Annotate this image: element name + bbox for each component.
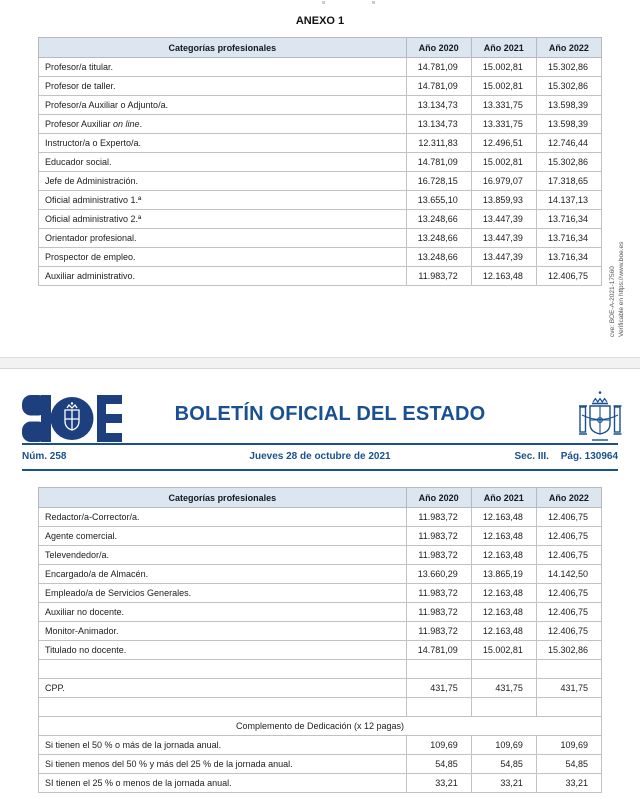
value-cell: 14.781,09 [406,153,471,172]
table-row [39,115,602,134]
value-cell: 13.716,34 [536,210,601,229]
value-cell: 12.496,51 [471,134,536,153]
category-cell: Televendedor/a. [39,546,407,565]
table-header-row [39,488,602,508]
category-cell: SI tienen el 25 % o menos de la jornada anual. [39,774,407,793]
value-cell: 14.781,09 [406,58,471,77]
value-cell: 12.406,75 [536,584,601,603]
category-cell: Auxiliar no docente. [39,603,407,622]
issue-date: Jueves 28 de octubre de 2021 [249,451,391,462]
issue-number: Núm. 258 [22,451,67,462]
salary-table-annex1 [38,37,602,286]
value-cell: 14.142,50 [536,565,601,584]
category-cell: Profesor/a Auxiliar o Adjunto/a. [39,96,407,115]
table-row [39,755,602,774]
table-row [39,267,602,286]
value-cell: 15.002,81 [471,77,536,96]
category-cell: Profesor Auxiliar on line. [39,115,407,134]
column-header-categories: Categorías profesionales [39,488,407,508]
cve-vertical-text [609,125,627,337]
category-cell: CPP. [39,679,407,698]
category-cell: Monitor-Animador. [39,622,407,641]
table-row [39,565,602,584]
value-cell: 15.302,86 [536,641,601,660]
cve-verify-url: Verificable en https://www.boe.es [617,241,625,337]
value-cell: 12.406,75 [536,603,601,622]
column-header-year: Año 2020 [406,488,471,508]
masthead-rule-top [22,443,618,445]
value-cell: 12.163,48 [471,508,536,527]
value-cell: 431,75 [471,679,536,698]
spain-coat-of-arms [578,390,622,446]
salary-table-page2 [38,487,602,793]
table-row [39,584,602,603]
table-row [39,679,602,698]
empty-cell [536,698,601,717]
value-cell: 33,21 [471,774,536,793]
table-row [39,717,602,736]
table-row [39,603,602,622]
category-cell: Si tienen el 50 % o más de la jornada anual. [39,736,407,755]
category-cell: Jefe de Administración. [39,172,407,191]
value-cell: 17.318,65 [536,172,601,191]
value-cell: 14.781,09 [406,77,471,96]
table-row [39,172,602,191]
value-cell: 12.406,75 [536,267,601,286]
cve-code: cve: BOE-A-2021-17560 [609,266,616,337]
section-page [514,451,618,462]
empty-cell [406,698,471,717]
value-cell: 12.163,48 [471,527,536,546]
value-cell: 15.302,86 [536,58,601,77]
table-row [39,508,602,527]
section-row-label: Complemento de Dedicación (x 12 pagas) [39,717,602,736]
masthead-title: BOLETÍN OFICIAL DEL ESTADO [174,403,486,425]
empty-cell [39,660,407,679]
table-row [39,96,602,115]
column-header-year: Año 2022 [536,38,601,58]
value-cell: 33,21 [536,774,601,793]
table-row [39,248,602,267]
value-cell: 13.859,93 [471,191,536,210]
column-header-year: Año 2022 [536,488,601,508]
value-cell: 12.406,75 [536,527,601,546]
empty-cell [536,660,601,679]
value-cell: 54,85 [471,755,536,774]
table-row [39,774,602,793]
table-row [39,660,602,679]
table-row [39,641,602,660]
table-row [39,698,602,717]
table-row [39,210,602,229]
value-cell: 12.163,48 [471,546,536,565]
boe-logo [22,395,122,442]
column-header-year: Año 2021 [471,38,536,58]
table-row [39,58,602,77]
category-cell: Auxiliar administrativo. [39,267,407,286]
value-cell: 54,85 [406,755,471,774]
value-cell: 109,69 [536,736,601,755]
section-label: Sec. III. [514,451,549,462]
column-header-categories: Categorías profesionales [39,38,407,58]
value-cell: 12.163,48 [471,622,536,641]
empty-cell [471,698,536,717]
table-row [39,134,602,153]
table-row [39,191,602,210]
value-cell: 11.983,72 [406,527,471,546]
value-cell: 12.746,44 [536,134,601,153]
value-cell: 12.406,75 [536,546,601,565]
value-cell: 12.406,75 [536,622,601,641]
value-cell: 13.134,73 [406,96,471,115]
value-cell: 13.865,19 [471,565,536,584]
cropped-text-artifact [322,1,325,4]
category-cell: Oficial administrativo 1.ª [39,191,407,210]
category-cell: Redactor/a-Corrector/a. [39,508,407,527]
value-cell: 11.983,72 [406,622,471,641]
value-cell: 12.163,48 [471,584,536,603]
value-cell: 14.137,13 [536,191,601,210]
annex-heading: ANEXO 1 [295,15,345,27]
value-cell: 13.598,39 [536,115,601,134]
value-cell: 33,21 [406,774,471,793]
page-number: Pág. 130964 [560,451,618,462]
value-cell: 12.311,83 [406,134,471,153]
value-cell: 431,75 [406,679,471,698]
category-cell: Profesor de taller. [39,77,407,96]
table-row [39,527,602,546]
value-cell: 12.163,48 [471,267,536,286]
table-row [39,229,602,248]
category-cell: Oficial administrativo 2.ª [39,210,407,229]
value-cell: 15.002,81 [471,641,536,660]
value-cell: 13.598,39 [536,96,601,115]
table-row [39,622,602,641]
category-cell: Orientador profesional. [39,229,407,248]
category-cell: Titulado no docente. [39,641,407,660]
column-header-year: Año 2021 [471,488,536,508]
masthead-rule-bottom [22,469,618,471]
category-cell: Instructor/a o Experto/a. [39,134,407,153]
value-cell: 109,69 [471,736,536,755]
value-cell: 54,85 [536,755,601,774]
category-cell: Agente comercial. [39,527,407,546]
value-cell: 13.331,75 [471,96,536,115]
value-cell: 13.655,10 [406,191,471,210]
value-cell: 13.447,39 [471,248,536,267]
empty-cell [406,660,471,679]
value-cell: 11.983,72 [406,267,471,286]
value-cell: 13.248,66 [406,229,471,248]
category-cell: Profesor/a titular. [39,58,407,77]
value-cell: 431,75 [536,679,601,698]
value-cell: 13.248,66 [406,210,471,229]
value-cell: 16.728,15 [406,172,471,191]
table-row [39,77,602,96]
empty-cell [471,660,536,679]
value-cell: 13.331,75 [471,115,536,134]
value-cell: 11.983,72 [406,546,471,565]
category-cell: Prospector de empleo. [39,248,407,267]
table-row [39,546,602,565]
category-cell: Empleado/a de Servicios Generales. [39,584,407,603]
value-cell: 12.163,48 [471,603,536,622]
value-cell: 13.660,29 [406,565,471,584]
value-cell: 15.002,81 [471,58,536,77]
category-cell: Si tienen menos del 50 % y más del 25 % de la jornada anual. [39,755,407,774]
value-cell: 11.983,72 [406,508,471,527]
table-header-row [39,38,602,58]
column-header-year: Año 2020 [406,38,471,58]
value-cell: 15.302,86 [536,153,601,172]
category-cell: Educador social. [39,153,407,172]
value-cell: 12.406,75 [536,508,601,527]
value-cell: 13.716,34 [536,229,601,248]
value-cell: 14.781,09 [406,641,471,660]
value-cell: 13.447,39 [471,210,536,229]
value-cell: 15.302,86 [536,77,601,96]
page-separator [0,357,640,369]
table-row [39,153,602,172]
value-cell: 16.979,07 [471,172,536,191]
table-row [39,736,602,755]
value-cell: 11.983,72 [406,584,471,603]
value-cell: 15.002,81 [471,153,536,172]
value-cell: 109,69 [406,736,471,755]
value-cell: 11.983,72 [406,603,471,622]
value-cell: 13.716,34 [536,248,601,267]
cropped-text-artifact [372,1,375,4]
category-cell: Encargado/a de Almacén. [39,565,407,584]
value-cell: 13.248,66 [406,248,471,267]
value-cell: 13.134,73 [406,115,471,134]
empty-cell [39,698,407,717]
masthead-info-row [22,450,618,466]
value-cell: 13.447,39 [471,229,536,248]
